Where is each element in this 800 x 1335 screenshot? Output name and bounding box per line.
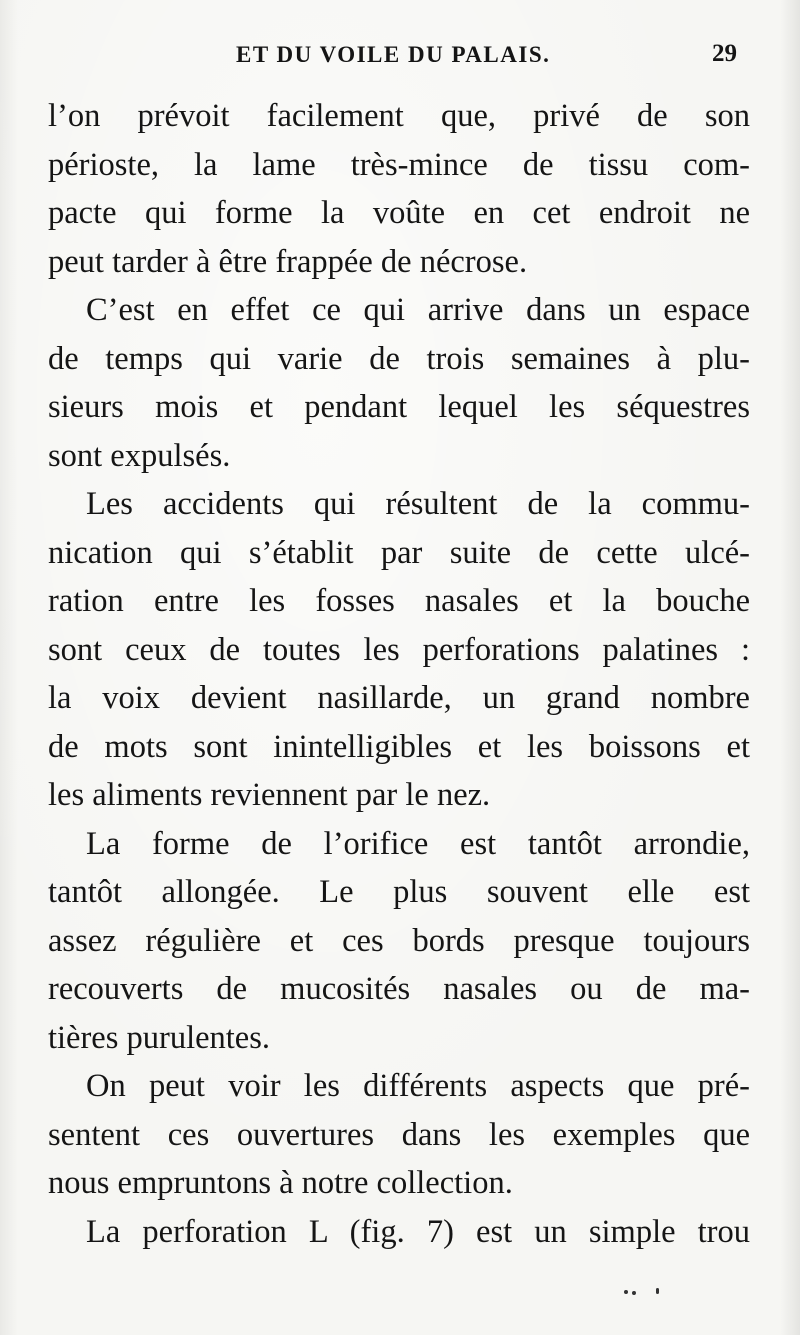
ink-speck [656, 1288, 659, 1294]
paragraph-first-line: On peut voir les différents aspects que pré- [86, 1068, 750, 1104]
text-line: sont expulsés. [48, 437, 231, 474]
text-line: les aliments reviennent par le nez. [48, 777, 491, 813]
running-title: ET DU VOILE DU PALAIS. [236, 42, 551, 67]
text-line: tières purulentes. [48, 1019, 271, 1056]
text-line: tantôt allongée. Le plus souvent elle est [48, 874, 750, 910]
paragraph-first-line: La forme de l’orifice est tantôt arrondie, [86, 825, 750, 862]
text-line: recouverts de mucosités nasales ou de ma- [48, 971, 750, 1007]
page-number: 29 [712, 40, 737, 67]
text-line: nication qui s’établit par suite de cette ulcé- [48, 534, 750, 571]
ink-speck [624, 1290, 628, 1294]
text-line: ration entre les fosses nasales et la bouche [48, 583, 750, 619]
text-line: peut tarder à être frappée de nécrose. [48, 243, 528, 280]
paragraph-first-line: La perforation L (fig. 7) est un simple trou [86, 1213, 750, 1250]
running-head [0, 38, 800, 78]
text-line: la voix devient nasillarde, un grand nombre [48, 680, 750, 716]
text-line: de mots sont inintelligibles et les boissons et [48, 728, 750, 765]
text-line: pacte qui forme la voûte en cet endroit ne [48, 195, 750, 231]
paragraph-first-line: C’est en effet ce qui arrive dans un espace [86, 292, 750, 328]
paragraph-first-line: Les accidents qui résultent de la commu- [86, 486, 750, 522]
page-text [48, 92, 750, 1256]
text-line: périoste, la lame très-mince de tissu com- [48, 146, 750, 183]
text-line: sentent ces ouvertures dans les exemples que [48, 1116, 750, 1153]
text-line: l’on prévoit facilement que, privé de son [48, 98, 750, 134]
print-specks [620, 1282, 680, 1302]
ink-speck [632, 1291, 636, 1295]
text-line: sont ceux de toutes les perforations palatines : [48, 631, 750, 668]
text-line: sieurs mois et pendant lequel les séquestres [48, 389, 750, 425]
text-line: assez régulière et ces bords presque toujours [48, 922, 750, 959]
text-line: nous empruntons à notre collection. [48, 1165, 513, 1201]
text-line: de temps qui varie de trois semaines à plu- [48, 340, 750, 377]
